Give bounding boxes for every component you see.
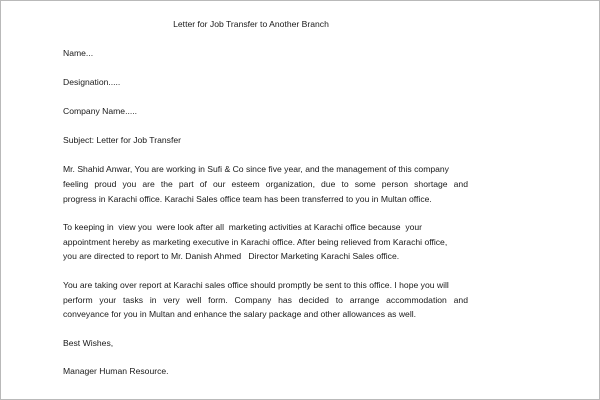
name-field: Name... xyxy=(63,48,94,58)
paragraph-3-line-3: conveyance for you in Multan and enhance the salary package and other allowances as well. xyxy=(63,309,417,319)
paragraph-2-line-1: To keeping in view you were look after all marketing activities at Karachi office because your xyxy=(63,222,423,232)
signature: Manager Human Resource. xyxy=(63,366,169,376)
paragraph-1-line-2: feeling proud you are the part of our esteem organization, due to some person shortage and xyxy=(63,179,468,189)
company-field: Company Name..... xyxy=(63,106,138,116)
paragraph-3-line-2: perform your tasks in very well form. Company has decided to arrange accommodation and xyxy=(63,295,468,305)
letter-title: Letter for Job Transfer to Another Branch xyxy=(173,19,329,29)
paragraph-1-line-3: progress in Karachi office. Karachi Sales office team has been transferred to you in Multan office. xyxy=(63,194,432,204)
subject-line: Subject: Letter for Job Transfer xyxy=(63,135,181,145)
paragraph-3-line-1: You are taking over report at Karachi sales office should promptly be sent to this office. I hope you will xyxy=(63,280,449,290)
designation-field: Designation..... xyxy=(63,77,121,87)
paragraph-2-line-3: you are directed to report to Mr. Danish Ahmed Director Marketing Karachi Sales office. xyxy=(63,251,400,261)
paragraph-2-line-2: appointment hereby as marketing executive in Karachi office. After being relieved from Karachi office, xyxy=(63,237,448,247)
closing: Best Wishes, xyxy=(63,338,114,348)
paragraph-1-line-1: Mr. Shahid Anwar, You are working in Sufi & Co since five year, and the management of this company xyxy=(63,164,449,174)
